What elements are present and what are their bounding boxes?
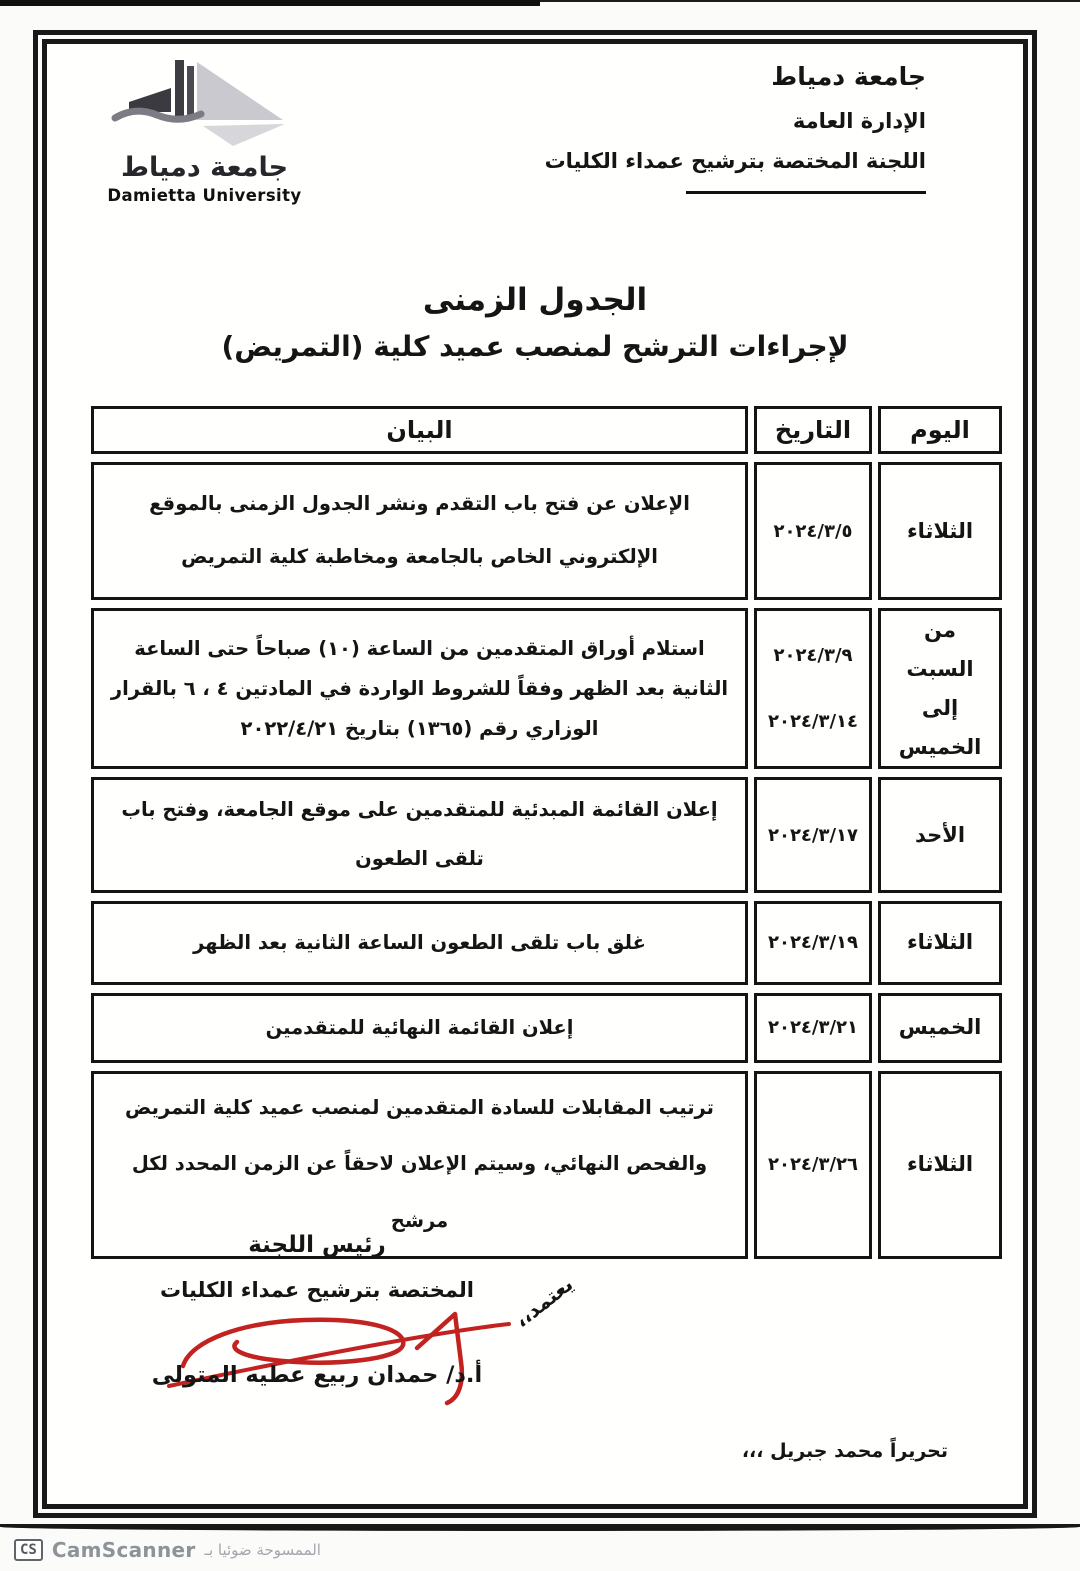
logo-arabic-name: جامعة دمياط [120,152,289,183]
document-title [47,282,1023,363]
camscanner-badge-icon: CS [14,1539,43,1561]
cell-day: الثلاثاء [878,1071,1002,1259]
col-header-date: التاريخ [754,406,872,454]
cell-statement: إعلان القائمة النهائية للمتقدمين [91,993,748,1063]
cell-day: الثلاثاء [878,462,1002,600]
title-line-2: لإجراءات الترشح لمنصب عميد كلية (التمريض) [221,330,849,363]
letterhead-administration: الإدارة العامة [792,109,926,133]
col-header-day: اليوم [878,406,1002,454]
camscanner-brand: CamScanner [51,1538,196,1562]
schedule-table [85,398,1008,1267]
letterhead-university: جامعة دمياط [771,62,926,91]
cell-day: الثلاثاء [878,901,1002,985]
handwritten-signature [165,1298,515,1410]
signoff-role-line-1: رئيس اللجنة [248,1232,386,1258]
table-row [91,993,1002,1063]
cell-statement: إعلان القائمة المبدئية للمتقدمين على موقع الجامعة، وفتح باب تلقى الطعون [91,777,748,893]
table-header-row [91,406,1002,454]
signer-name: أ.د/ حمدان ربيع عطيه المتولى [151,1362,483,1388]
table-row [91,901,1002,985]
cell-statement: ترتيب المقابلات للسادة المتقدمين لمنصب عميد كلية التمريض والفحص النهائي، وسيتم الإعلان لاحقاً عن الزمن المحدد لكل مرشح [91,1071,748,1259]
camscanner-watermark [14,1538,321,1562]
title-line-1: الجدول الزمنى [422,282,648,318]
cell-statement: الإعلان عن فتح باب التقدم ونشر الجدول الزمنى بالموقع الإلكتروني الخاص بالجامعة ومخاطبة كلية التمريض [91,462,748,600]
university-logo [97,52,312,205]
table-row [91,462,1002,600]
cell-date: ٢٠٢٤/٣/٢٦ [754,1071,872,1259]
cell-statement: غلق باب تلقى الطعون الساعة الثانية بعد الظهر [91,901,748,985]
scan-edge-strip-top-left [0,0,540,6]
col-header-statement: البيان [91,406,748,454]
signoff-role-line-2: المختصة بترشيح عمداء الكليات [159,1278,475,1302]
cell-date: ٢٠٢٤/٣/٥ [754,462,872,600]
camscanner-arabic-note: الممسوحة ضوئيا بـ [204,1541,321,1559]
letterhead [526,62,926,194]
cell-day: الأحد [878,777,1002,893]
cell-date: ٢٠٢٤/٣/١٩ [754,901,872,985]
approval-note: يعتمد،، [509,1271,578,1333]
document-border-frame [42,39,1028,1509]
letterhead-divider [686,191,926,194]
university-logo-mark [105,52,305,152]
letterhead-committee: اللجنة المختصة بترشيح عمداء الكليات [544,149,926,173]
logo-english-name: Damietta University [107,186,302,205]
scan-edge-shadow-bottom [0,1524,1080,1531]
table-row [91,1071,1002,1259]
table-row [91,608,1002,769]
cell-statement: استلام أوراق المتقدمين من الساعة (١٠) صباحاً حتى الساعة الثانية بعد الظهر وفقاً للشروط الواردة في المادتين ٤ ، ٦ بالقرار الوزاري رقم (١٣٦٥) بتاريخ ٢٠٢٢/٤/٢١ [91,608,748,769]
cell-date: ٢٠٢٤/٣/٩ ٢٠٢٤/٣/١٤ [754,608,872,769]
written-by-note: تحريراً محمد جبريل ،،، [741,1440,948,1462]
cell-day: الخميس [878,993,1002,1063]
table-row [91,777,1002,893]
cell-date: ٢٠٢٤/٣/٢١ [754,993,872,1063]
cell-day: من السبت إلى الخميس [878,608,1002,769]
cell-date: ٢٠٢٤/٣/١٧ [754,777,872,893]
